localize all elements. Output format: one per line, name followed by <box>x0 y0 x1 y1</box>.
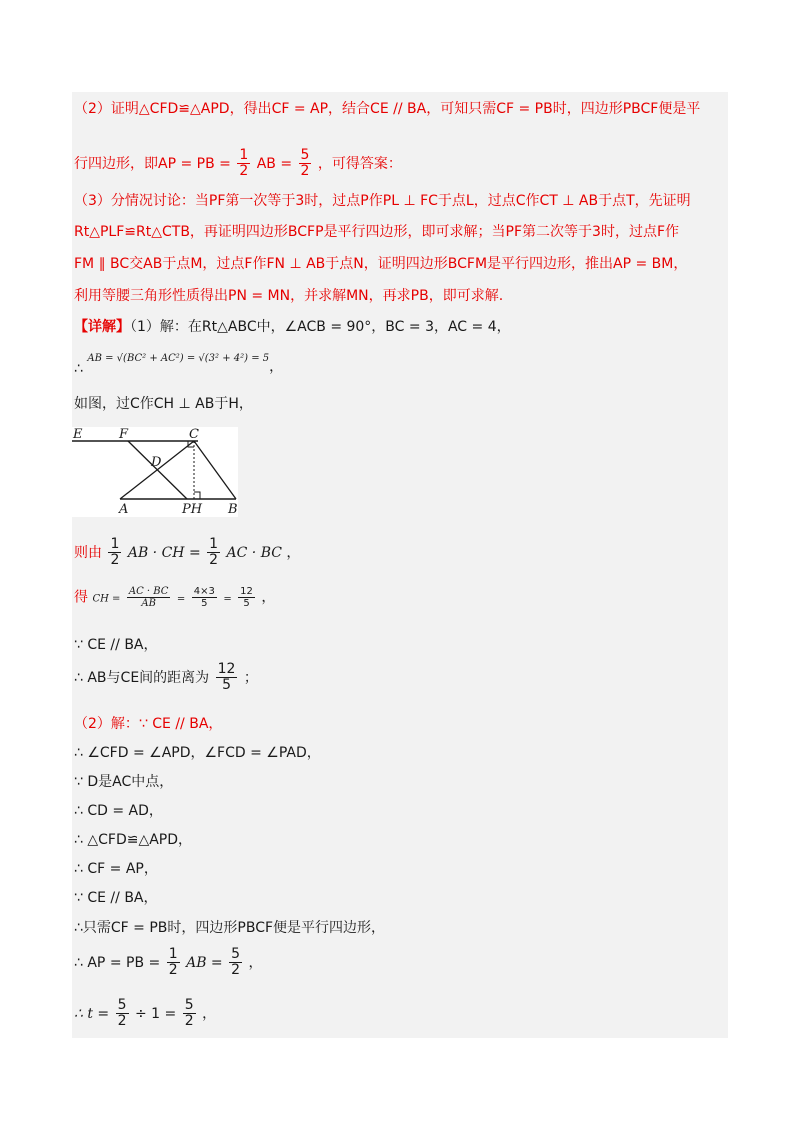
fraction-numerator: 5 <box>300 147 310 163</box>
text-segment: 得 <box>74 589 88 606</box>
part2-solution-line5: ∴ △CFD≌△APD， <box>74 832 193 848</box>
area-equation-line <box>74 537 300 569</box>
fraction-numerator: 5 <box>184 997 194 1013</box>
part2-solution-line6: ∴ CF = AP， <box>74 861 158 877</box>
ab-formula: AB = √(BC² + AC²) = √(3² + 4²) = 5 <box>87 353 270 364</box>
part2-solution-line7: ∵ CE // BA， <box>74 890 158 906</box>
part2-solution-line8: ∴只需CF = PB时，四边形PBCF便是平行四边形， <box>74 920 386 936</box>
fraction-half <box>237 148 250 180</box>
analysis-part3-line4: 利用等腰三角形性质得出PN = MN，并求解MN，再求PB，即可求解. <box>74 288 504 304</box>
fraction-numerator: AC · BC <box>128 586 169 597</box>
fraction-numerator: 1 <box>168 946 178 962</box>
text-segment: = <box>223 593 232 605</box>
label-f: F <box>119 427 129 442</box>
text-segment: ， <box>286 544 301 561</box>
part2-solution-line2: ∴ ∠CFD = ∠APD，∠FCD = ∠PAD， <box>74 745 321 761</box>
detail-text: （1）解：在Rt△ABC中，∠ACB = 90°，BC = 3，AC = 4， <box>130 319 511 335</box>
text-segment: ； <box>243 669 258 686</box>
fraction-ac-bc-over-ab <box>127 586 171 609</box>
fraction-numerator: 12 <box>217 661 236 677</box>
text-segment: ，可得答案： <box>317 155 402 172</box>
fraction-half <box>207 537 220 569</box>
line-cb <box>194 441 236 499</box>
fraction-numerator: 1 <box>110 536 120 552</box>
fraction-five-half <box>229 947 242 979</box>
label-a: A <box>119 502 129 517</box>
fraction-numerator: 12 <box>240 586 253 597</box>
label-c: C <box>189 427 199 442</box>
text-segment: ， <box>202 1005 217 1022</box>
fraction-denominator: 2 <box>209 552 219 569</box>
text-segment: ∴ AP = PB = <box>74 954 161 971</box>
distance-line <box>74 662 258 694</box>
text-segment: ∴ t = <box>74 1005 110 1022</box>
parallel-line-1: ∵ CE // BA， <box>74 637 158 653</box>
label-ph: PH <box>182 502 203 517</box>
line-fp <box>128 441 187 499</box>
fraction-numerator: 1 <box>209 536 219 552</box>
part2-solution-line1: （2）解：∵ CE // BA， <box>74 716 223 732</box>
analysis-part3-line2: Rt△PLF≌Rt△CTB，再证明四边形BCFP是平行四边形，即可求解；当PF第二次等于3时，过点F作 <box>74 224 680 240</box>
fraction-five-half <box>299 148 312 180</box>
fraction-denominator: 5 <box>243 598 250 609</box>
geometry-diagram <box>72 427 238 517</box>
text-segment: AB · CH = <box>127 544 201 561</box>
fraction-4x3-over-5 <box>192 586 217 609</box>
detail-bracket-label: 【详解】 <box>74 319 130 335</box>
fraction-denominator: 2 <box>117 1013 127 1030</box>
analysis-part3-line3: FM ∥ BC交AB于点M，过点F作FN ⊥ AB于点N，证明四边形BCFM是平行四边形，推出AP = BM， <box>74 256 688 272</box>
analysis-part3-line1: （3）分情况讨论：当PF第一次等于3时，过点P作PL ⊥ FC于点L，过点C作CT ⊥ AB于点T，先证明 <box>74 193 691 209</box>
t-value-line <box>74 998 216 1030</box>
analysis-part2-line2 <box>74 148 402 180</box>
ab-formula-line <box>74 346 284 377</box>
label-e: E <box>73 427 83 442</box>
text-segment: ， <box>248 954 263 971</box>
therefore-symbol: ∴ <box>74 361 83 377</box>
text-segment: AB = <box>186 954 223 971</box>
text-segment: 行四边形，即AP = PB = <box>74 155 231 172</box>
detail-header-line <box>74 316 511 336</box>
text-segment: ， <box>261 589 276 606</box>
text-segment: ÷ 1 = <box>135 1005 177 1022</box>
analysis-part2-line1: （2）证明△CFD≌△APD，得出CF = AP，结合CE // BA，可知只需CF = PB时，四边形PBCF便是平 <box>74 101 701 117</box>
fraction-half <box>167 947 180 979</box>
fraction-denominator: 2 <box>300 163 310 180</box>
ap-pb-line <box>74 947 263 979</box>
text-segment: ∴ AB与CE间的距离为 <box>74 669 210 686</box>
figure-intro-line: 如图，过C作CH ⊥ AB于H， <box>74 396 253 412</box>
fraction-12-over-5 <box>216 662 238 694</box>
ch-value-line <box>74 586 275 609</box>
fraction-numerator: 5 <box>117 997 127 1013</box>
right-angle-h <box>194 492 200 499</box>
fraction-denominator: 2 <box>184 1013 194 1030</box>
fraction-denominator: 5 <box>201 598 208 609</box>
fraction-12-over-5 <box>238 586 255 609</box>
fraction-denominator: 2 <box>239 163 249 180</box>
part2-solution-line3: ∵ D是AC中点， <box>74 774 174 790</box>
fraction-half <box>108 537 121 569</box>
text-segment: AB = <box>256 155 293 172</box>
fraction-denominator: AB <box>141 598 156 609</box>
label-b: B <box>228 502 238 517</box>
fraction-denominator: 2 <box>168 962 178 979</box>
text-segment: 则由 <box>74 544 102 561</box>
fraction-numerator: 5 <box>231 946 241 962</box>
fraction-denominator: 5 <box>222 677 231 694</box>
fraction-numerator: 4×3 <box>193 586 215 597</box>
fraction-denominator: 2 <box>231 962 241 979</box>
text-segment: AC · BC <box>226 544 282 561</box>
fraction-denominator: 2 <box>110 552 120 569</box>
fraction-five-half <box>116 998 129 1030</box>
geometry-figure <box>72 427 238 517</box>
fraction-five-half <box>183 998 196 1030</box>
text-segment: CH = <box>92 593 121 605</box>
label-d: D <box>151 455 162 470</box>
fraction-numerator: 1 <box>239 147 249 163</box>
text-segment: = <box>176 593 186 605</box>
part2-solution-line4: ∴ CD = AD， <box>74 803 163 819</box>
text-segment: ， <box>269 359 284 375</box>
